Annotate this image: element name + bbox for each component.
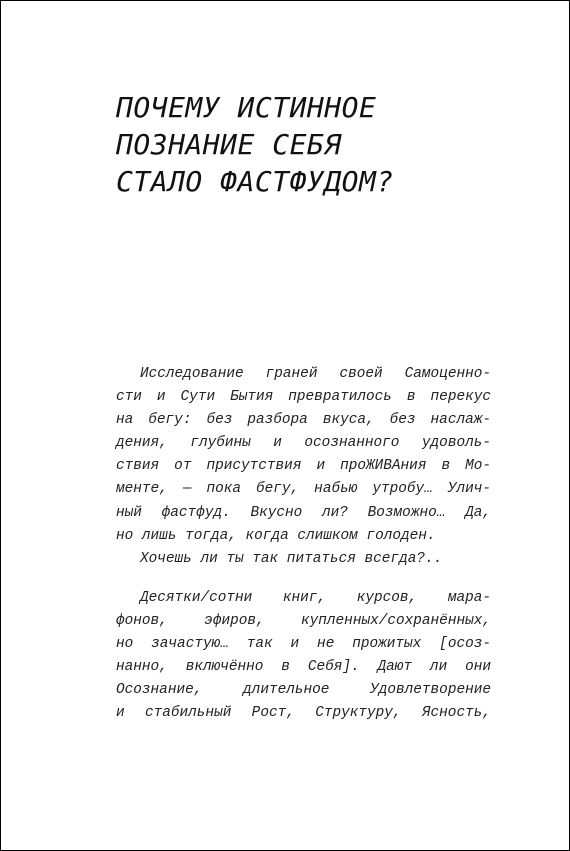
title-line: ПОЧЕМУ ИСТИННОЕ — [116, 91, 377, 124]
body-paragraph-2 — [116, 587, 491, 726]
body-paragraph-1 — [116, 363, 491, 571]
text-line: Исследование граней своей Самоценно- — [140, 366, 491, 382]
text-line: но зачастую… так и не прожитых [осоз- — [116, 636, 491, 653]
text-line: Хочешь ли ты так питаться всегда?.. — [140, 550, 443, 567]
chapter-title — [116, 89, 394, 200]
title-line: ПОЗНАНИЕ СЕБЯ — [116, 128, 342, 161]
text-line: нанно, включённо в Себя]. Дают ли они — [116, 659, 491, 676]
text-line: и стабильный Рост, Структуру, Ясность, — [116, 705, 491, 722]
text-line: менте, — пока бегу, набью утробу… Улич- — [116, 481, 491, 498]
text-line: фонов, эфиров, купленных/сохранённых, — [116, 613, 491, 630]
text-line: дения, глубины и осознанного удоволь- — [116, 435, 491, 452]
text-line: но лишь тогда, когда слишком голоден. — [116, 527, 436, 544]
text-line: сти и Сути Бытия превратилось в перекус — [116, 389, 491, 406]
text-line: Десятки/сотни книг, курсов, мара- — [140, 590, 491, 606]
text-line: ный фастфуд. Вкусно ли? Возможно… Да, — [116, 504, 491, 521]
title-line: СТАЛО ФАСТФУДОМ? — [116, 165, 394, 198]
text-line: на бегу: без разбора вкуса, без наслаж- — [116, 412, 491, 429]
text-line: ствия от присутствия и проЖИВАния в Мо- — [116, 458, 491, 475]
text-line: Осознание, длительное Удовлетворение — [116, 682, 491, 699]
